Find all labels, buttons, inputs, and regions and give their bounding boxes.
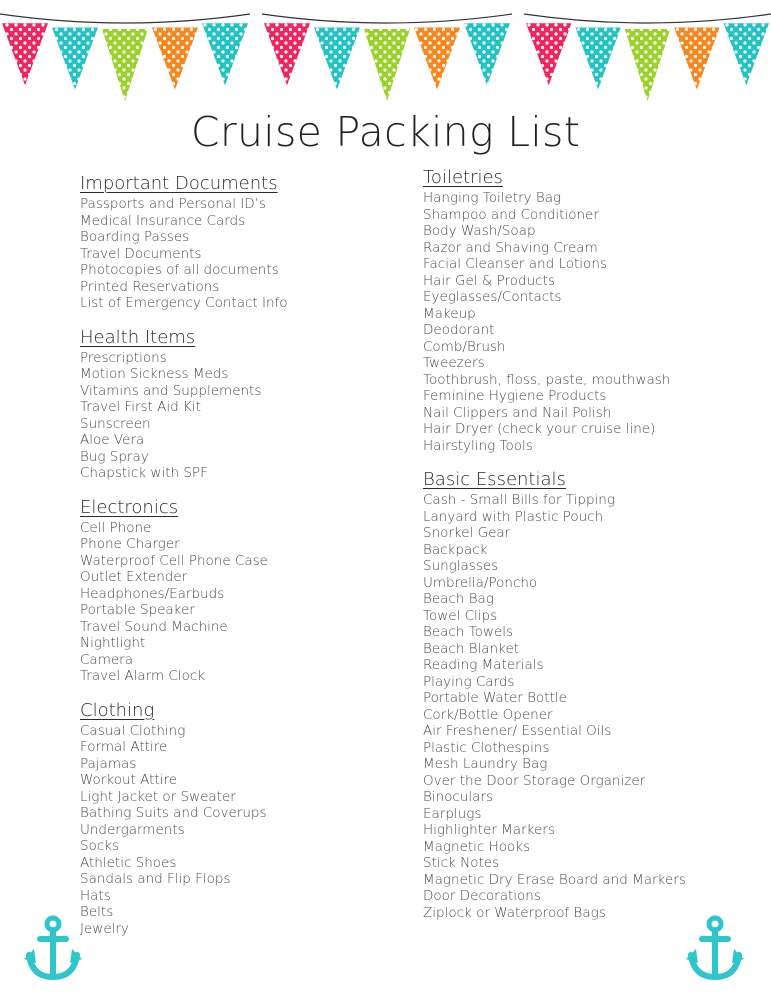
bunting-flag-dots [102, 29, 148, 101]
list-item: Mesh Laundry Bag [423, 756, 548, 772]
list-item: Snorkel Gear [423, 525, 511, 541]
list-item: Boarding Passes [80, 229, 190, 245]
list-item: Hair Gel & Products [423, 272, 555, 289]
list-item: Portable Water Bottle [423, 690, 567, 706]
list-section [80, 326, 400, 482]
bunting-flag-dots [202, 23, 248, 85]
list-item: Backpack [423, 541, 488, 558]
list-section [423, 468, 753, 921]
bunting-flag-dots [364, 29, 410, 101]
bunting-flag-dots [2, 23, 48, 85]
item-list [80, 520, 400, 685]
list-item: Razor and Shaving Cream [423, 239, 598, 256]
item-list [423, 492, 753, 921]
list-item: Air Freshener/ Essential Oils [423, 723, 612, 739]
list-item: Photocopies of all documents [80, 262, 279, 278]
list-item: Printed Reservations [80, 278, 220, 295]
bunting-flag-dots [52, 28, 98, 90]
bunting-banner [0, 0, 771, 110]
list-item: Undergarments [80, 821, 185, 838]
list-section [80, 496, 400, 685]
list-item: Casual Clothing [80, 722, 186, 739]
list-item: Earplugs [423, 805, 482, 822]
list-item: Chapstick with SPF [80, 465, 208, 481]
list-item: Bathing Suits and Coverups [80, 805, 267, 821]
list-item: Pajamas [80, 755, 137, 772]
list-item: Plastic Clothespins [423, 739, 550, 756]
list-item: Medical Insurance Cards [80, 212, 246, 229]
list-item: Light Jacket or Sweater [80, 788, 236, 805]
section-heading: Toiletries [423, 167, 503, 188]
list-item: Travel Sound Machine [80, 618, 228, 635]
list-item: Hanging Toiletry Bag [423, 190, 562, 206]
list-item: Phone Charger [80, 536, 180, 552]
bunting-flag-dots [464, 23, 510, 85]
list-item: Portable Speaker [80, 602, 195, 618]
bunting-string [524, 14, 771, 23]
bunting-flag-dots [264, 23, 310, 85]
list-section [80, 699, 400, 938]
list-item: Eyeglasses/Contacts [423, 289, 562, 305]
list-item: Makeup [423, 305, 476, 322]
list-item: Prescriptions [80, 349, 167, 366]
item-list [80, 350, 400, 482]
list-item: Workout Attire [80, 772, 177, 788]
bunting-flag-dots [724, 23, 769, 85]
list-item: Nail Clippers and Nail Polish [423, 404, 612, 421]
list-item: Door Decorations [423, 888, 541, 904]
list-item: Socks [80, 838, 120, 854]
section-heading: Electronics [80, 496, 179, 518]
list-item: Facial Cleanser and Lotions [423, 256, 607, 272]
list-item: Aloe Vera [80, 432, 145, 448]
list-item: Beach Towels [423, 624, 514, 640]
right-column [423, 166, 753, 935]
list-item: Travel Documents [80, 245, 202, 262]
list-item: Beach Blanket [423, 640, 520, 657]
list-item: Umbrella/Poncho [423, 574, 538, 591]
list-item: Cash - Small Bills for Tipping [423, 492, 615, 508]
list-item: Reading Materials [423, 657, 544, 673]
bunting-flag-dots [625, 29, 670, 101]
list-item: Sunglasses [423, 558, 499, 574]
left-column [80, 172, 400, 951]
list-item: Cork/Bottle Opener [423, 706, 553, 723]
list-item: Headphones/Earbuds [80, 585, 225, 602]
list-item: Sandals and Flip Flops [80, 871, 231, 887]
list-item: Bug Spray [80, 448, 149, 465]
list-item: List of Emergency Contact Info [80, 295, 288, 311]
bunting-flag-dots [414, 28, 460, 90]
section-heading: Health Items [80, 326, 196, 348]
list-section [423, 166, 753, 454]
list-item: Towel Clips [423, 607, 498, 624]
list-item: Feminine Hygiene Products [423, 388, 607, 404]
list-item: Jewelry [80, 920, 129, 937]
list-item: Cell Phone [80, 519, 152, 536]
bunting-string [0, 14, 250, 23]
item-list [80, 196, 400, 312]
list-item: Travel First Aid Kit [80, 399, 201, 415]
list-section [80, 172, 400, 312]
list-item: Magnetic Hooks [423, 838, 531, 855]
list-item: Lanyard with Plastic Pouch [423, 508, 604, 525]
list-item: Passports and Personal ID’s [80, 196, 266, 212]
bunting-flag-dots [575, 28, 620, 90]
list-item: Hats [80, 887, 111, 904]
list-item: Camera [80, 651, 133, 668]
list-item: Vitamins and Supplements [80, 382, 262, 399]
list-item: Ziplock or Waterproof Bags [423, 904, 606, 921]
bunting-flag-dots [674, 28, 719, 90]
list-item: Athletic Shoes [80, 854, 177, 871]
list-item: Beach Bag [423, 591, 494, 607]
item-list [423, 190, 753, 454]
bunting-flag-dots [152, 28, 198, 90]
list-item: Formal Attire [80, 739, 168, 755]
list-item: Body Wash/Soap [423, 223, 536, 239]
bunting-flag-dots [526, 23, 571, 85]
section-heading: Clothing [80, 699, 155, 721]
list-item: Waterproof Cell Phone Case [80, 552, 268, 569]
list-item: Motion Sickness Meds [80, 366, 229, 382]
bunting-string [262, 14, 512, 23]
list-item: Tweezers [423, 355, 485, 371]
section-heading: Basic Essentials [423, 469, 566, 490]
list-item: Over the Door Storage Organizer [423, 772, 646, 789]
list-item: Deodorant [423, 322, 495, 338]
list-item: Belts [80, 904, 114, 920]
list-item: Playing Cards [423, 673, 515, 690]
section-heading: Important Documents [80, 173, 278, 194]
list-item: Shampoo and Conditioner [423, 206, 599, 223]
list-item: Toothbrush, floss, paste, mouthwash [423, 371, 671, 388]
anchor-icon [22, 915, 84, 983]
list-item: Hairstyling Tools [423, 437, 533, 454]
list-item: Comb/Brush [423, 338, 506, 355]
page-title: Cruise Packing List [190, 108, 581, 156]
anchor-icon [684, 915, 746, 983]
list-item: Outlet Extender [80, 569, 188, 585]
list-item: Binoculars [423, 789, 493, 805]
list-item: Hair Dryer (check your cruise line) [423, 421, 656, 437]
list-item: Magnetic Dry Erase Board and Markers [423, 871, 686, 888]
list-item: Stick Notes [423, 855, 500, 871]
list-item: Sunscreen [80, 415, 151, 432]
bunting-flag-dots [314, 28, 360, 90]
item-list [80, 723, 400, 938]
list-item: Highlighter Markers [423, 822, 555, 838]
list-item: Nightlight [80, 635, 146, 651]
list-item: Travel Alarm Clock [80, 668, 206, 684]
